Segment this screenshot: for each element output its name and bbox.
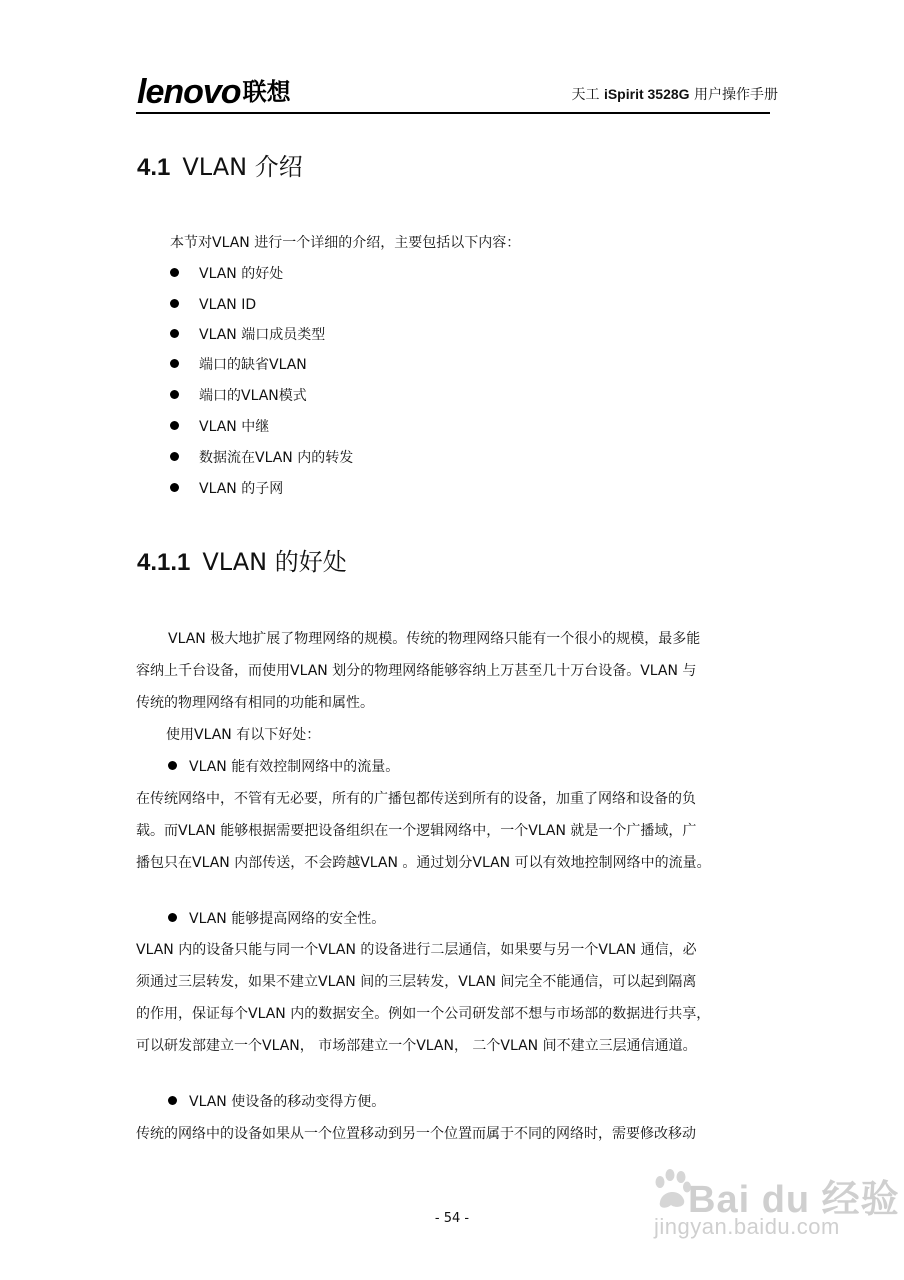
bullet-icon [170, 329, 179, 338]
paragraph-line: 的作用，保证每个VLAN 内的数据安全。例如一个公司研发部不想与市场部的数据进行共享， [136, 1006, 711, 1022]
lenovo-logo [137, 74, 291, 111]
header-divider [136, 112, 770, 114]
paragraph-line: 使用VLAN 有以下好处： [166, 727, 321, 743]
subsection-title: VLAN 的好处 [202, 548, 347, 576]
bullet-icon [168, 1096, 177, 1105]
paragraph-line: VLAN 内的设备只能与同一个VLAN 的设备进行二层通信，如果要与另一个VLAN 通信，必 [136, 942, 697, 958]
logo-text: lenovo [137, 73, 241, 111]
subsection-number: 4.1.1 [137, 549, 191, 576]
watermark-brand: Bai du 经验 [688, 1179, 900, 1221]
manual-title [572, 84, 779, 104]
paragraph-line: 须通过三层转发，如果不建立VLAN 间的三层转发，VLAN 间完全不能通信，可以起到隔离 [136, 974, 697, 990]
bullet-icon [170, 421, 179, 430]
list-item: VLAN 端口成员类型 [170, 326, 325, 344]
paragraph-line: 播包只在VLAN 内部传送，不会跨越VLAN 。通过划分VLAN 可以有效地控制网络中的流量。 [136, 855, 711, 871]
paw-icon [652, 1168, 692, 1212]
bullet-icon [170, 390, 179, 399]
paragraph-line: 传统的物理网络有相同的功能和属性。 [136, 695, 374, 711]
paragraph-line: 容纳上千台设备，而使用VLAN 划分的物理网络能够容纳上万甚至几十万台设备。VLAN 与 [136, 663, 697, 679]
manual-title-suffix: 用户操作手册 [689, 87, 778, 103]
paragraph-line: 载。而VLAN 能够根据需要把设备组织在一个逻辑网络中，一个VLAN 就是一个广播域，广 [136, 823, 697, 839]
list-item: VLAN 的好处 [170, 265, 283, 283]
benefit-heading: VLAN 能有效控制网络中的流量。 [168, 758, 399, 776]
bullet-icon [170, 359, 179, 368]
paragraph-line: 在传统网络中，不管有无必要，所有的广播包都传送到所有的设备，加重了网络和设备的负 [136, 791, 696, 807]
list-item: 数据流在VLAN 内的转发 [170, 449, 353, 467]
subsection-heading [137, 547, 347, 578]
benefit-heading: VLAN 能够提高网络的安全性。 [168, 910, 385, 928]
watermark-url: jingyan.baidu.com [654, 1214, 840, 1239]
list-item: 端口的VLAN模式 [170, 387, 307, 405]
paragraph-line: 传统的网络中的设备如果从一个位置移动到另一个位置而属于不同的网络时，需要修改移动 [136, 1126, 696, 1142]
list-item: VLAN 的子网 [170, 480, 283, 498]
bullet-icon [170, 483, 179, 492]
bullet-icon [170, 452, 179, 461]
list-item: VLAN 中继 [170, 418, 269, 436]
manual-title-product: iSpirit 3528G [603, 86, 690, 102]
section-intro: 本节对VLAN 进行一个详细的介绍，主要包括以下内容： [170, 235, 521, 251]
page-number: - 54 - [434, 1211, 470, 1226]
benefit-heading: VLAN 使设备的移动变得方便。 [168, 1093, 385, 1111]
list-item: VLAN ID [170, 296, 256, 314]
bullet-icon [168, 913, 177, 922]
list-item: 端口的缺省VLAN [170, 356, 307, 374]
bullet-icon [170, 299, 179, 308]
bullet-icon [170, 268, 179, 277]
manual-title-prefix: 天工 [571, 87, 604, 103]
paragraph-line: VLAN 极大地扩展了物理网络的规模。传统的物理网络只能有一个很小的规模，最多能 [168, 631, 701, 647]
section-number: 4.1 [137, 154, 171, 181]
paragraph-line: 可以研发部建立一个VLAN， 市场部建立一个VLAN， 二个VLAN 间不建立三层通信通道。 [136, 1038, 697, 1054]
bullet-icon [168, 761, 177, 770]
section-heading [137, 152, 303, 183]
logo-cn: 联想 [242, 79, 291, 106]
section-title: VLAN 介绍 [182, 153, 303, 181]
baidu-watermark [652, 1168, 900, 1248]
